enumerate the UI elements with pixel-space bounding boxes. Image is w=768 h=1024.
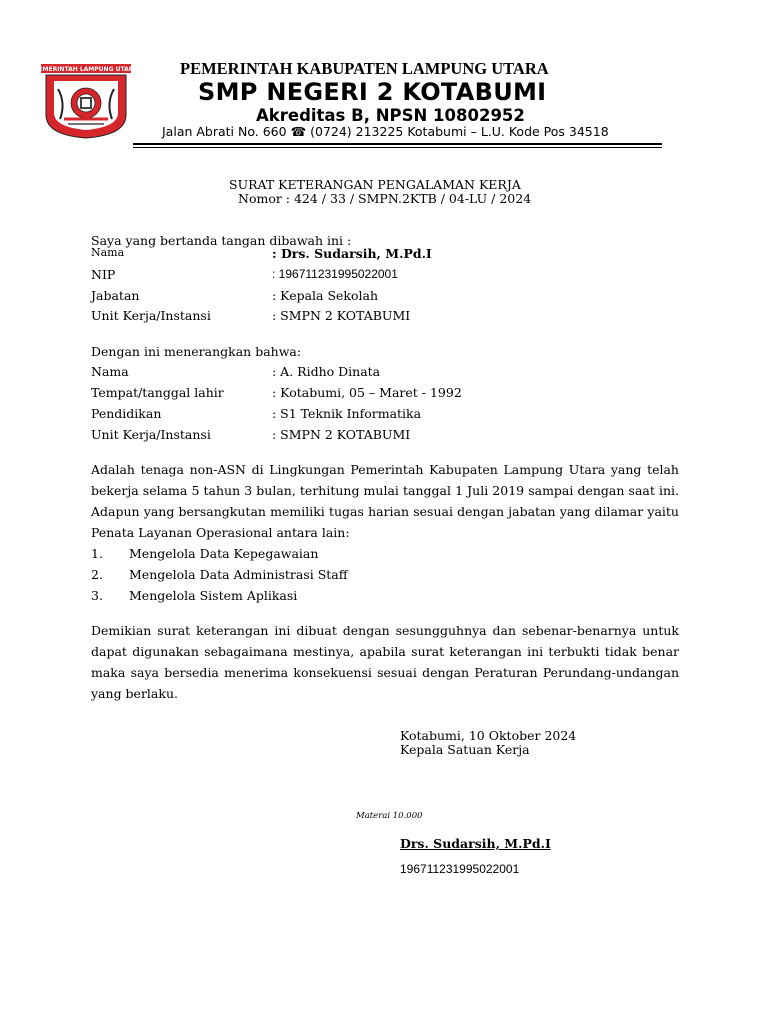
signer-label-position: Jabatan [91,288,140,303]
subject-label-unit: Unit Kerja/Instansi [91,427,211,442]
signer-label-unit: Unit Kerja/Instansi [91,308,211,323]
paragraph-line: Adapun yang bersangkutan memiliki tugas harian sesuai dengan jabatan yang dilamar yaitu [91,504,679,519]
paragraph-line: bekerja selama 5 tahun 3 bulan, terhitung mulai tanggal 1 Juli 2019 sampai dengan saat ini. [91,483,679,498]
signature-nip: 196711231995022001 [400,862,520,876]
duty-number: 2. [91,567,103,582]
letterhead-government: PEMERINTAH KABUPATEN LAMPUNG UTARA [180,59,549,78]
signer-label-nip: NIP [91,267,116,282]
subject-intro: Dengan ini menerangkan bahwa: [91,344,302,359]
paragraph-line: dapat digunakan sebagaimana mestinya, apabila surat keterangan ini terbukti tidak benar [91,644,679,659]
signer-label-name: Nama [91,246,125,259]
subject-value-birth: : Kotabumi, 05 – Maret - 1992 [272,385,462,400]
materai-label: Materai 10.000 [356,811,423,821]
subject-value-name: : A. Ridho Dinata [272,364,381,379]
letterhead-rule-thick [133,143,662,145]
signer-position: Kepala Satuan Kerja [400,742,530,757]
paragraph-line: yang berlaku. [91,686,178,701]
signer-value-position: : Kepala Sekolah [272,288,379,303]
lampung-utara-emblem-icon [34,63,138,139]
signer-value-name: : Drs. Sudarsih, M.Pd.I [272,246,432,261]
place-date: Kotabumi, 10 Oktober 2024 [400,728,577,743]
paragraph-closing [91,620,679,704]
paragraph-line: Adalah tenaga non-ASN di Lingkungan Pemerintah Kabupaten Lampung Utara yang telah [91,462,679,477]
signer-intro: Saya yang bertanda tangan dibawah ini : [91,233,352,248]
signer-value-nip: : 196711231995022001 [272,267,398,281]
letterhead-school-name: SMP NEGERI 2 KOTABUMI [198,78,547,106]
duty-number: 1. [91,546,103,561]
subject-label-education: Pendidikan [91,406,162,421]
signature-name: Drs. Sudarsih, M.Pd.I [400,836,551,851]
letterhead-accreditation: Akreditas B, NPSN 10802952 [256,106,525,125]
paragraph-line: maka saya bersedia menerima konsekuensi sesuai dengan Peraturan Perundang-undangan [91,665,679,680]
duty-item: Mengelola Sistem Aplikasi [129,588,298,603]
subject-label-name: Nama [91,364,129,379]
subject-label-birth: Tempat/tanggal lahir [91,385,224,400]
paragraph-line: Demikian surat keterangan ini dibuat dengan sesungguhnya dan sebenar-benarnya untuk [91,623,679,638]
duty-item: Mengelola Data Kepegawaian [129,546,319,561]
paragraph-employment [91,459,679,543]
duty-item: Mengelola Data Administrasi Staff [129,567,348,582]
letter-number: Nomor : 424 / 33 / SMPN.2KTB / 04-LU / 2024 [238,191,532,206]
subject-value-education: : S1 Teknik Informatika [272,406,422,421]
letter-title: SURAT KETERANGAN PENGALAMAN KERJA [229,177,521,192]
duty-number: 3. [91,588,103,603]
signer-value-unit: : SMPN 2 KOTABUMI [272,308,411,323]
letterhead-rule-thin [133,147,662,148]
logo-banner-text: PEMERINTAH LAMPUNG UTARA [34,66,138,74]
subject-value-unit: : SMPN 2 KOTABUMI [272,427,411,442]
letterhead-address: Jalan Abrati No. 660 ☎ (0724) 213225 Kotabumi – L.U. Kode Pos 34518 [162,124,609,139]
paragraph-line: Penata Layanan Operasional antara lain: [91,525,350,540]
